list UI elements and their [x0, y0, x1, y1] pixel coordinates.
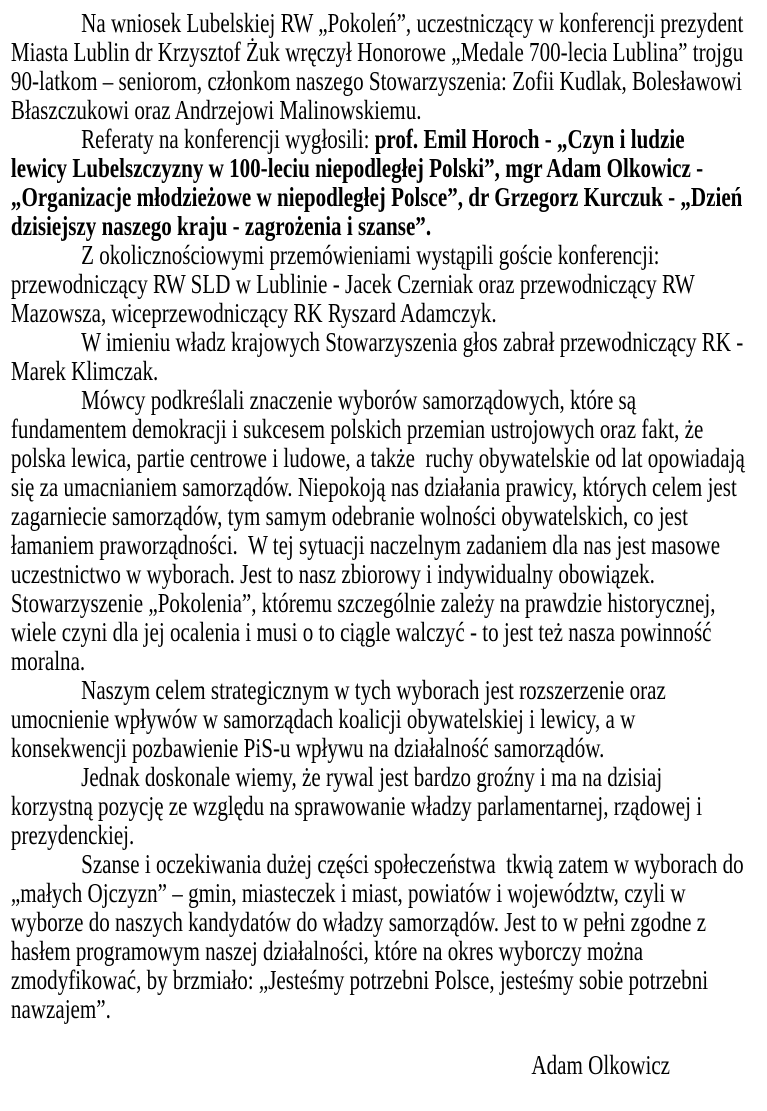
paragraph-rival-warning: Jednak doskonale wiemy, że rywal jest bardzo groźny i ma na dzisiaj korzystną pozycję ze względu na sprawowanie władzy parlamentarnej, rządowej i prezydenckiej. [10, 762, 708, 850]
paragraph-medals: Na wniosek Lubelskiej RW „Pokoleń”, uczestniczący w konferencji prezydent Miasta Lublin dr Krzysztof Żuk wręczył Honorowe „Medale 700-lecia Lublina” trojgu 90-latkom – seniorom, członkom naszego Stowarzyszenia: Zofii Kudlak, Bolesławowi Błaszczukowi oraz Andrzejowi Malinowskiemu. [10, 8, 749, 125]
paragraph-national-authorities: W imieniu władz krajowych Stowarzyszenia głos zabrał przewodniczący RK - Marek Klimczak. [10, 327, 749, 386]
paragraph-lectures-lead: Referaty na konferencji wygłosili: [81, 124, 375, 154]
paragraph-guest-speeches: Z okolicznościowymi przemówieniami wystąpili goście konferencji: przewodniczący RW SLD w Lublinie - Jacek Czerniak oraz przewodniczący RW Mazowsza, wiceprzewodniczący RK Ryszard Adamczyk. [10, 240, 700, 328]
paragraph-speakers-elections: Mówcy podkreślali znaczenie wyborów samorządowych, które są fundamentem demokracji i sukcesem polskich przemian ustrojowych oraz fakt, że polska lewica, partie centrowe i ludowe, a także ruchy obywatelskie od lat opowiadają się za umacnianiem samorządów. Niepokoją nas działania prawicy, których celem jest zagarniecie samorządów, tym samym odebranie wolności obywatelskich, co jest łamaniem praworządności. W tej sytuacji naczelnym zadaniem dla nas jest masowe uczestnictwo w wyborach. Jest to nasz zbiorowy i indywidualny obowiązek. Stowarzyszenie „Pokolenia”, któremu szczególnie zależy na prawdzie historycznej, wiele czyni dla jej ocalenia i musi o to ciągle walczyć - to jest też nasza powinność moralna. [10, 385, 756, 676]
paragraph-lectures [10, 124, 748, 241]
signature-author: Adam Olkowicz [531, 1050, 671, 1080]
paragraph-lectures-speakers-bold: prof. Emil Horoch - „Czyn i ludzie lewicy Lubelszczyzny w 100-leciu niepodległej Polski”, mgr Adam Olkowicz - „Organizacje młodzieżowe w niepodległej Polsce”, dr Grzegorz Kurczuk - „Dzień dzisiejszy naszego kraju - zagrożenia i szanse”. [10, 124, 748, 241]
paragraph-small-homelands: Szanse i oczekiwania dużej części społeczeństwa tkwią zatem w wyborach do „małych Ojczyzn” – gmin, miasteczek i miast, powiatów i województw, czyli w wyborze do naszych kandydatów do władzy samorządów. Jest to w pełni zgodne z hasłem programowym naszej działalności, które na okres wyborczy można zmodyfikować, by brzmiało: „Jesteśmy potrzebni Polsce, jesteśmy sobie potrzebni nawzajem”. [10, 849, 749, 1024]
paragraph-strategic-goal: Naszym celem strategicznym w tych wyborach jest rozszerzenie oraz umocnienie wpływów w samorządach koalicji obywatelskiej i lewicy, a w konsekwencji pozbawienie PiS-u wpływu na działalność samorządów. [10, 675, 672, 763]
